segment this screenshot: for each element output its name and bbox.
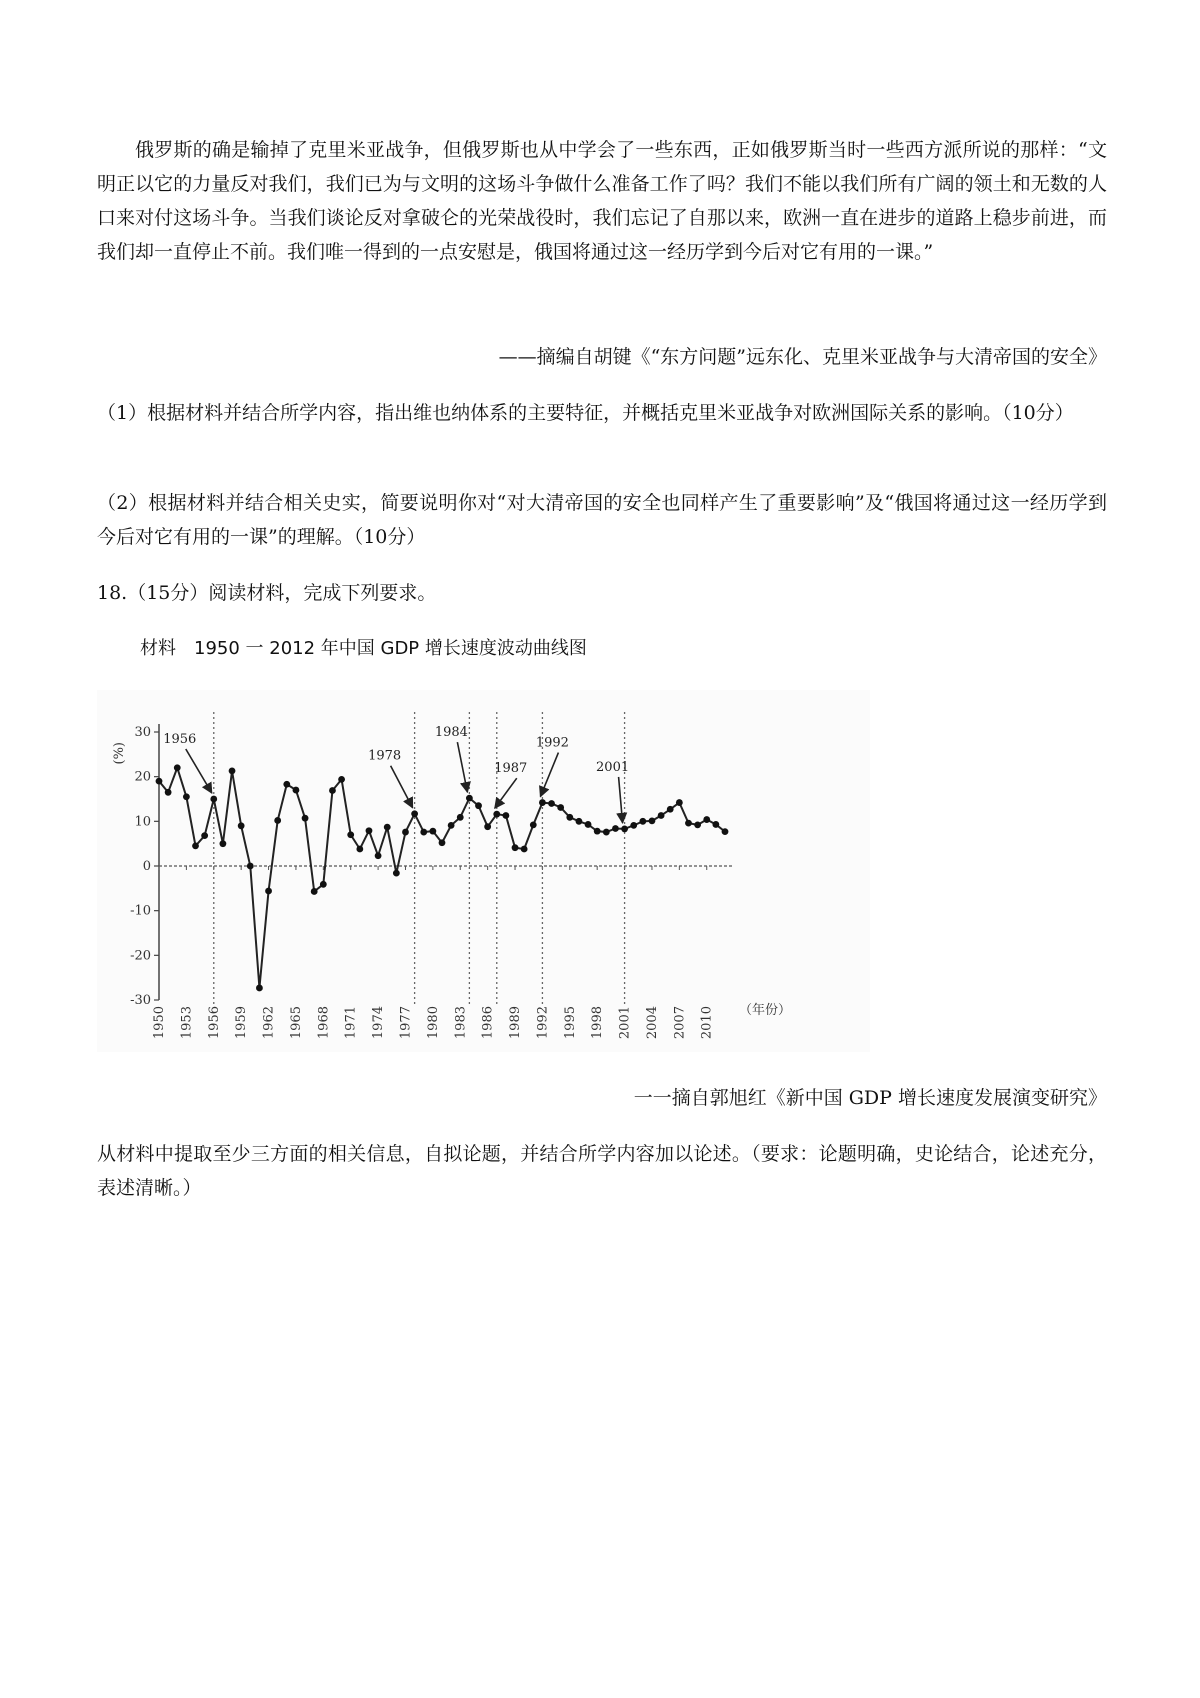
data-point <box>320 881 327 888</box>
data-point <box>393 870 400 877</box>
annotation-label: 1992 <box>535 735 569 751</box>
data-point <box>247 863 254 870</box>
x-tick-label: 1998 <box>590 1006 606 1040</box>
data-point <box>503 812 510 819</box>
data-point <box>557 804 564 811</box>
annotation-label: 1978 <box>368 748 402 764</box>
data-point <box>174 764 181 771</box>
question-1: （1）根据材料并结合所学内容，指出维也纳体系的主要特征，并概括克里米亚战争对欧洲国际关系的影响。（10分） <box>97 402 1074 424</box>
annotation-label: 1956 <box>163 732 197 747</box>
data-point <box>621 826 628 833</box>
data-point <box>585 821 592 828</box>
x-tick-label: 1977 <box>398 1006 414 1040</box>
x-tick-label: 1971 <box>343 1006 359 1040</box>
data-point <box>548 800 555 807</box>
data-point <box>512 844 519 851</box>
data-point <box>439 839 446 846</box>
x-tick-label: 1995 <box>562 1006 578 1040</box>
data-point <box>329 787 336 794</box>
x-tick-label: 1983 <box>453 1006 469 1040</box>
data-point <box>667 806 674 813</box>
gdp-growth-chart <box>97 690 870 1052</box>
data-point <box>603 829 610 836</box>
data-point <box>283 781 290 788</box>
data-point <box>293 787 300 794</box>
x-tick-label: 1980 <box>425 1006 441 1040</box>
question-2: （2）根据材料并结合相关史实，简要说明你对“对大清帝国的安全也同样产生了重要影响”及“俄国将通过这一经历学到今后对它有用的一课”的理解。（10分） <box>97 492 1107 548</box>
data-point <box>685 820 692 827</box>
data-point <box>429 828 436 835</box>
annotation-arrow <box>495 778 517 808</box>
data-point <box>356 846 363 853</box>
data-point <box>229 767 236 774</box>
data-point <box>475 802 482 809</box>
data-point <box>274 817 281 824</box>
data-point <box>594 828 601 835</box>
y-tick-label: 20 <box>134 769 151 785</box>
data-point <box>338 776 345 783</box>
data-point <box>712 821 719 828</box>
data-point <box>649 817 656 824</box>
x-tick-label: 1962 <box>261 1006 277 1040</box>
data-point <box>530 822 537 829</box>
data-point <box>493 811 500 818</box>
x-tick-label: 1950 <box>152 1006 167 1040</box>
chart-source: 一一摘自郭旭红《新中国 GDP 增长速度发展演变研究》 <box>633 1087 1107 1109</box>
data-point <box>210 796 217 803</box>
data-point <box>703 816 710 823</box>
data-point <box>156 778 163 785</box>
data-point <box>411 810 418 817</box>
y-tick-label: 10 <box>134 814 151 830</box>
data-point <box>220 840 227 847</box>
data-point <box>420 829 427 836</box>
data-point <box>347 831 354 838</box>
data-point <box>165 789 172 796</box>
gdp-chart-svg <box>97 690 870 1052</box>
x-tick-label: 2001 <box>617 1006 633 1040</box>
data-point <box>576 818 583 825</box>
data-point <box>466 795 473 802</box>
data-point <box>402 829 409 836</box>
data-point <box>302 815 309 822</box>
data-point <box>384 824 391 831</box>
x-tick-label: 1965 <box>288 1006 304 1040</box>
x-tick-label: 1974 <box>371 1006 387 1040</box>
x-tick-label: 1992 <box>535 1006 551 1040</box>
annotation-arrow <box>186 749 212 793</box>
data-point <box>183 793 190 800</box>
data-point <box>457 814 464 821</box>
annotation-arrow <box>540 753 558 797</box>
data-point <box>192 843 199 850</box>
gdp-growth-line <box>159 768 725 988</box>
data-point <box>612 825 619 832</box>
annotation-arrow <box>457 742 467 792</box>
y-tick-label: 0 <box>142 859 151 874</box>
annotation-label: 1987 <box>494 761 528 777</box>
data-point <box>265 888 272 895</box>
data-point <box>256 985 263 992</box>
x-tick-label: 1959 <box>234 1006 250 1040</box>
question-18-task: 从材料中提取至少三方面的相关信息，自拟论题，并结合所学内容加以论述。（要求：论题明确，史论结合，论述充分，表述清晰。） <box>97 1143 1107 1199</box>
y-tick-label: -10 <box>130 903 151 919</box>
y-tick-label: -20 <box>130 948 151 964</box>
question-18-heading: 18.（15分）阅读材料，完成下列要求。 <box>97 582 437 604</box>
data-point <box>658 812 665 819</box>
x-axis-label: （年份） <box>738 1003 792 1018</box>
material-paragraph: 俄罗斯的确是输掉了克里米亚战争，但俄罗斯也从中学会了一些东西，正如俄罗斯当时一些西方派所说的那样：“文明正以它的力量反对我们，我们已为与文明的这场斗争做什么准备工作了吗？我们不能以我们所有广阔的领土和无数的人口来对付这场斗争。当我们谈论反对拿破仑的光荣战役时，我们忘记了自那以来，欧洲一直在进步的道路上稳步前进，而我们却一直停止不前。我们唯一得到的一点安慰是，俄国将通过这一经历学到今后对它有用的一课。” <box>97 139 1107 263</box>
chart-caption: 材料 1950 一 2012 年中国 GDP 增长速度波动曲线图 <box>140 638 587 659</box>
y-tick-label: 30 <box>134 725 151 740</box>
annotation-arrow <box>391 766 413 808</box>
data-point <box>676 799 683 806</box>
data-point <box>566 814 573 821</box>
data-point <box>639 818 646 825</box>
x-tick-label: 1953 <box>179 1006 195 1040</box>
data-point <box>539 799 546 806</box>
annotation-label: 2001 <box>596 759 630 775</box>
x-tick-label: 2007 <box>672 1006 688 1040</box>
annotation-arrow <box>619 777 623 823</box>
data-point <box>311 888 318 895</box>
material-source: ——摘编自胡键《“东方问题”远东化、克里米亚战争与大清帝国的安全》 <box>498 346 1107 368</box>
data-point <box>375 852 382 859</box>
x-tick-label: 2004 <box>644 1006 660 1040</box>
data-point <box>521 846 528 853</box>
y-tick-label: -30 <box>130 993 151 1008</box>
annotation-label: 1984 <box>434 725 468 741</box>
x-tick-label: 1956 <box>206 1006 222 1040</box>
data-point <box>694 822 701 829</box>
data-point <box>366 827 373 834</box>
y-axis-label: (%) <box>112 742 127 765</box>
x-tick-label: 1989 <box>508 1006 524 1040</box>
data-point <box>484 823 491 830</box>
data-point <box>448 822 455 829</box>
x-tick-label: 1968 <box>316 1006 332 1040</box>
x-tick-label: 1986 <box>480 1006 496 1040</box>
x-tick-label: 2010 <box>699 1006 715 1040</box>
data-point <box>201 832 208 839</box>
data-point <box>630 822 637 829</box>
data-point <box>238 822 245 829</box>
data-point <box>722 828 729 835</box>
